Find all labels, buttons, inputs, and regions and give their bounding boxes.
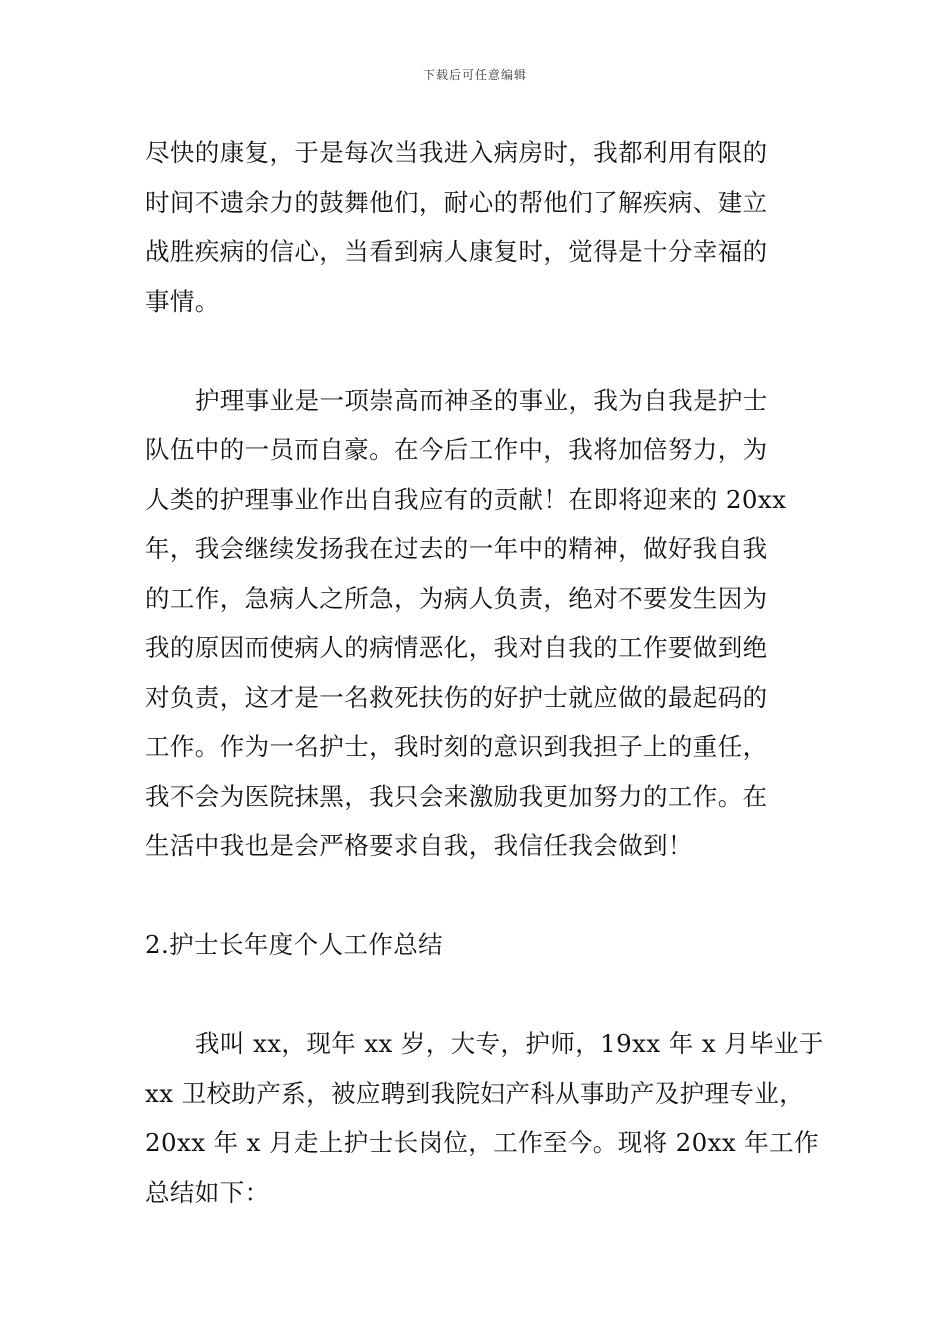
text-line: 人类的护理事业作出自我应有的贡献！在即将迎来的 20xx	[145, 484, 787, 514]
text-line: 护理事业是一项崇高而神圣的事业，我为自我是护士	[195, 385, 768, 415]
paragraph-self-introduction	[145, 1019, 824, 1217]
paragraph-gap	[145, 326, 817, 376]
page-header: 下载后可任意编辑	[422, 68, 527, 82]
text-line: 时间不遗余力的鼓舞他们，耐心的帮他们了解疾病、建立	[145, 187, 768, 217]
text-line: 总结如下：	[145, 1177, 270, 1207]
text-line: 事情。	[145, 286, 220, 316]
text-line: xx 卫校助产系，被应聘到我院妇产科从事助产及护理专业，	[145, 1078, 805, 1108]
text-line: 我不会为医院抹黑，我只会来激励我更加努力的工作。在	[145, 781, 768, 811]
text-line: 生活中我也是会严格要求自我，我信任我会做到！	[145, 831, 693, 860]
text-line: 20xx 年 x 月走上护士长岗位，工作至今。现将 20xx 年工作	[145, 1128, 819, 1157]
text-line: 年，我会继续发扬我在过去的一年中的精神，做好我自我	[145, 534, 768, 563]
section-heading: 2.护士长年度个人工作总结	[145, 930, 444, 959]
text-line: 工作。作为一名护士，我时刻的意识到我担子上的重任，	[145, 732, 768, 761]
text-line: 我叫 xx，现年 xx 岁，大专，护师，19xx 年 x 月毕业于	[195, 1029, 824, 1058]
paragraph-continuation	[145, 128, 817, 326]
paragraph-gap	[145, 871, 817, 921]
paragraph-gap	[145, 970, 817, 1020]
text-line: 我的原因而使病人的病情恶化，我对自我的工作要做到绝	[145, 633, 768, 662]
text-line: 尽快的康复，于是每次当我进入病房时，我都利用有限的	[145, 138, 768, 167]
paragraph-nursing-career	[145, 376, 817, 871]
text-line: 队伍中的一员而自豪。在今后工作中，我将加倍努力，为	[145, 435, 768, 464]
text-line: 战胜疾病的信心，当看到病人康复时，觉得是十分幸福的	[145, 237, 768, 266]
document-body	[145, 128, 824, 1217]
text-line: 的工作，急病人之所急，为病人负责，绝对不要发生因为	[145, 583, 768, 613]
text-line: 对负责，这才是一名救死扶伤的好护士就应做的最起码的	[145, 682, 768, 712]
